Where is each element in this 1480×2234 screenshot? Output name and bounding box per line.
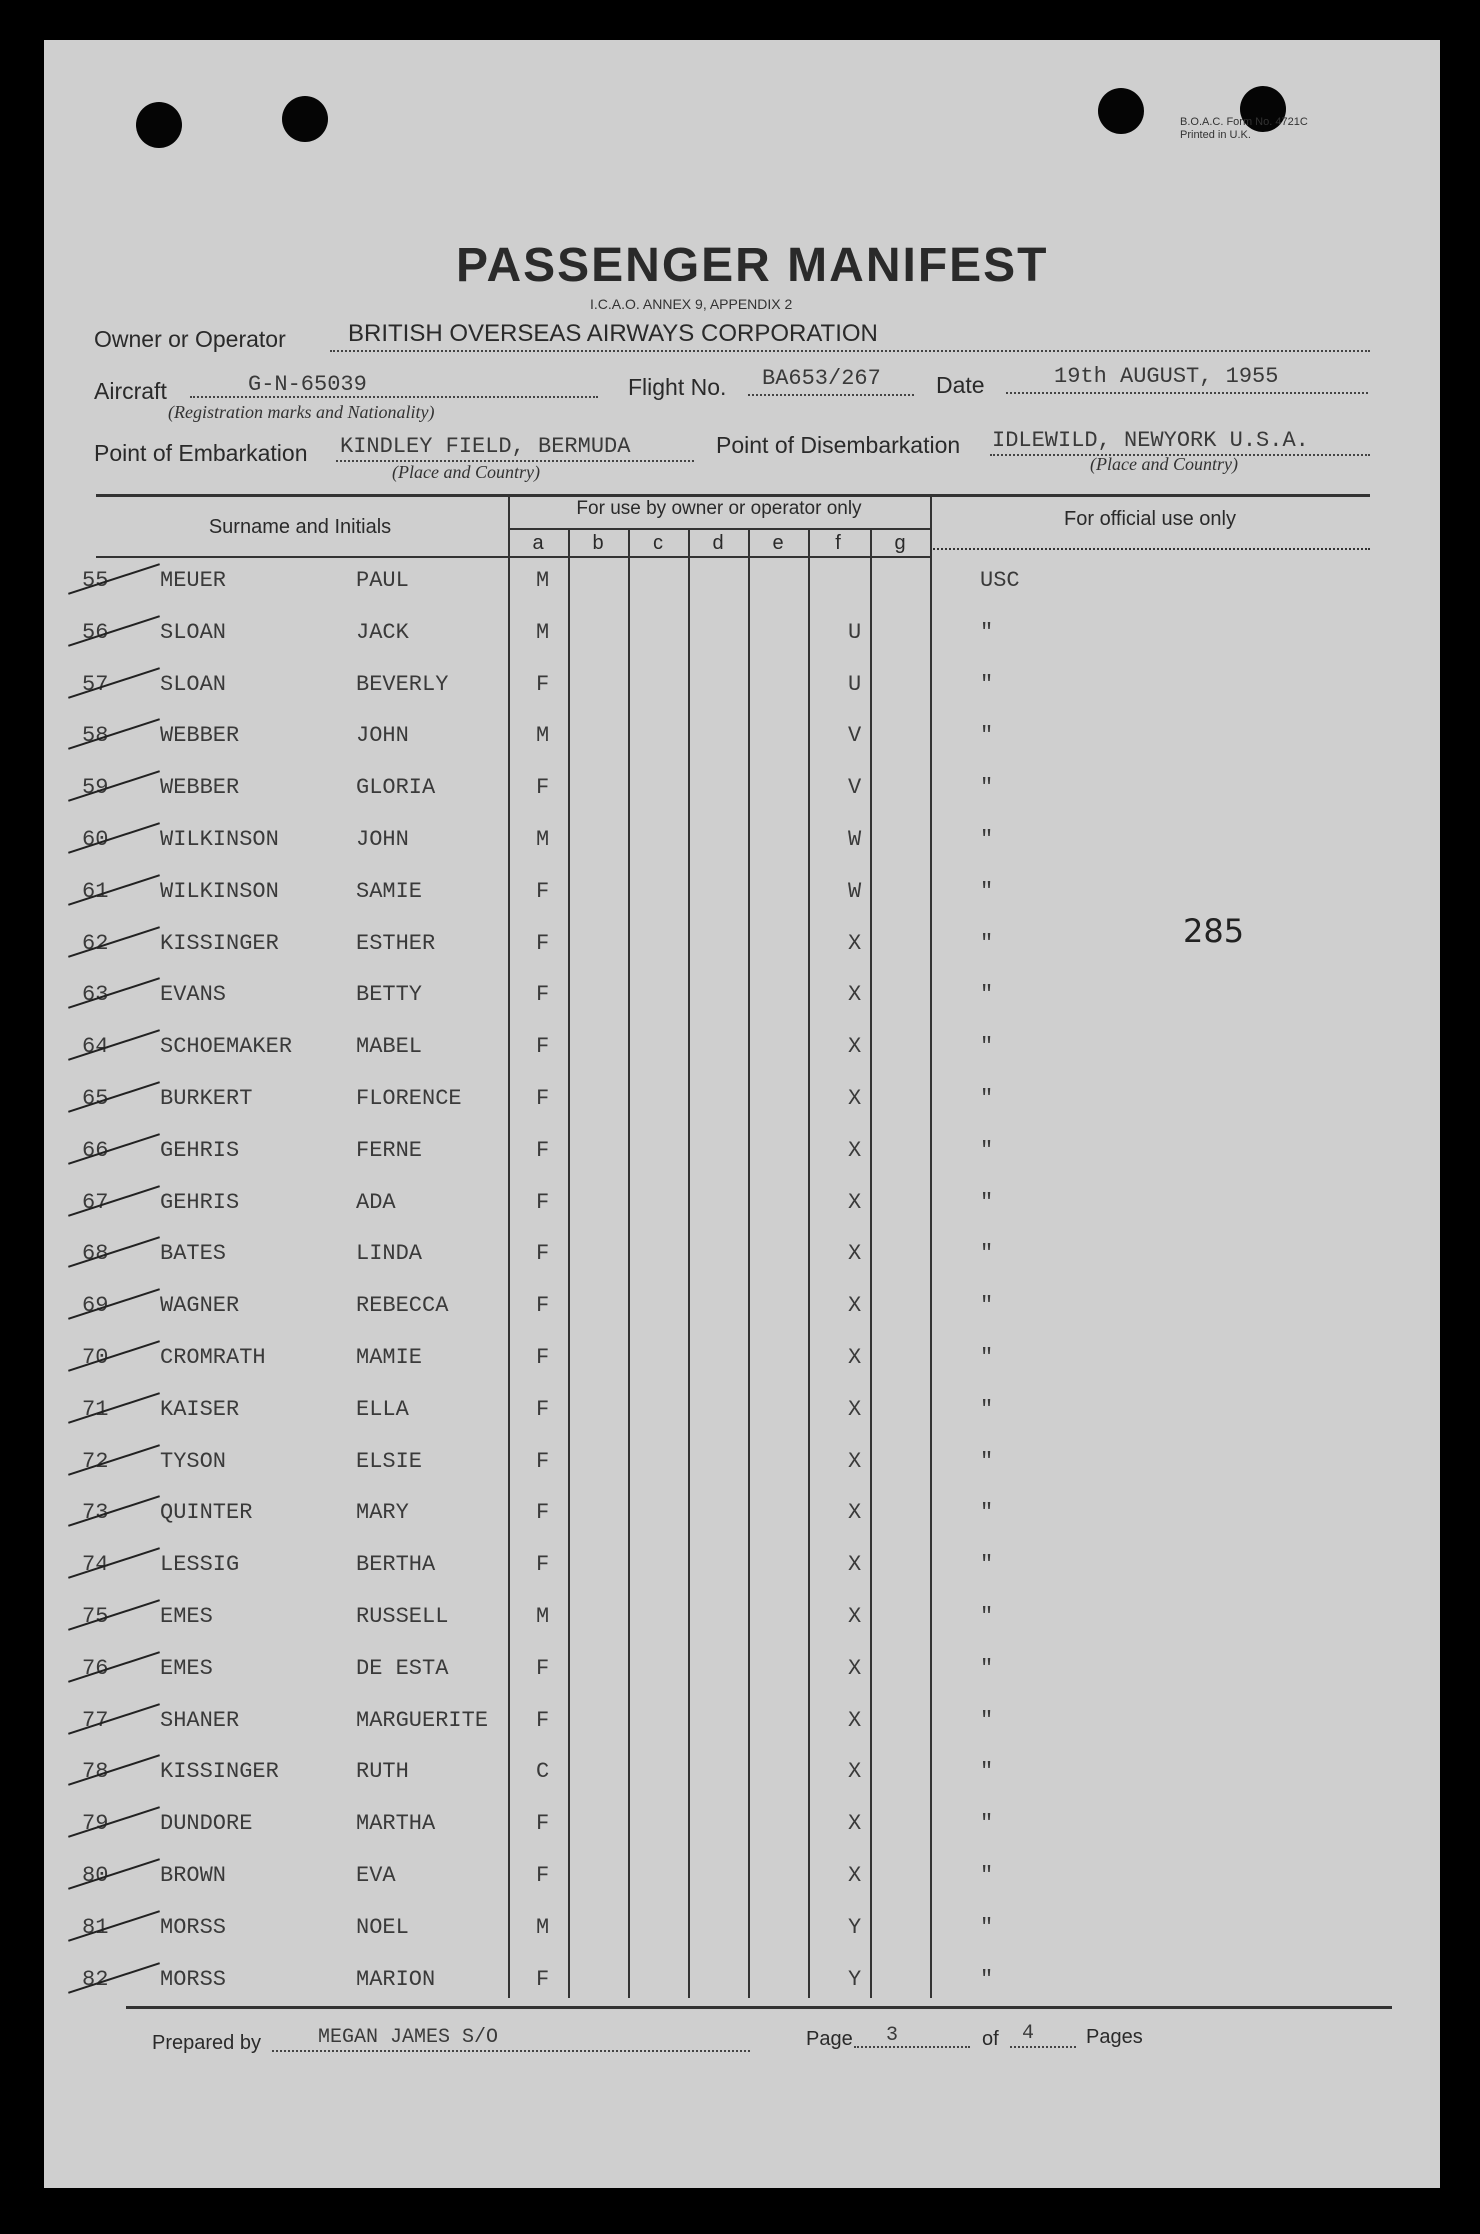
initials-cell: NOEL bbox=[356, 1915, 409, 1940]
surname-cell: MORSS bbox=[160, 1915, 227, 1940]
page-line bbox=[854, 2046, 970, 2048]
row-number: 59 bbox=[82, 775, 109, 800]
row-number: 82 bbox=[82, 1967, 109, 1992]
official-cell: " bbox=[980, 1811, 994, 1836]
row-number: 77 bbox=[82, 1708, 109, 1733]
initials-cell: MARGUERITE bbox=[356, 1708, 489, 1733]
col-a-cell: F bbox=[536, 1500, 550, 1525]
surname-cell: GEHRIS bbox=[160, 1190, 240, 1215]
official-cell: " bbox=[980, 1967, 994, 1992]
date-value: 19th AUGUST, 1955 bbox=[1054, 364, 1279, 389]
surname-cell: KISSINGER bbox=[160, 931, 279, 956]
col-a-cell: F bbox=[536, 1190, 550, 1215]
row-number: 81 bbox=[82, 1915, 109, 1940]
col-f-cell: W bbox=[848, 879, 862, 904]
col-f-cell: X bbox=[848, 1656, 862, 1681]
table-row bbox=[0, 1500, 1480, 1540]
table-row bbox=[0, 1449, 1480, 1489]
name-col-header: Surname and Initials bbox=[208, 516, 392, 538]
col-a-cell: F bbox=[536, 1293, 550, 1318]
table-row bbox=[0, 1811, 1480, 1851]
col-f-cell: X bbox=[848, 1449, 862, 1474]
row-number: 56 bbox=[82, 620, 109, 645]
flight-line bbox=[748, 394, 914, 396]
initials-cell: JOHN bbox=[356, 723, 409, 748]
disembark-value: IDLEWILD, NEWYORK U.S.A. bbox=[992, 428, 1309, 453]
col-a-cell: F bbox=[536, 672, 550, 697]
col-f-cell: U bbox=[848, 672, 862, 697]
col-a-cell: F bbox=[536, 1656, 550, 1681]
official-cell: " bbox=[980, 1241, 994, 1266]
table-row bbox=[0, 568, 1480, 608]
table-row bbox=[0, 1759, 1480, 1799]
surname-cell: SCHOEMAKER bbox=[160, 1034, 293, 1059]
table-header-rule bbox=[96, 556, 930, 558]
initials-cell: FERNE bbox=[356, 1138, 423, 1163]
form-number-text: B.O.A.C. Form No. 4721C bbox=[1180, 116, 1308, 128]
initials-cell: BEVERLY bbox=[356, 672, 449, 697]
prepared-line bbox=[272, 2050, 750, 2052]
surname-cell: WILKINSON bbox=[160, 879, 279, 904]
initials-cell: DE ESTA bbox=[356, 1656, 449, 1681]
prepared-label: Prepared by bbox=[152, 2032, 261, 2054]
col-f-cell: V bbox=[848, 723, 862, 748]
initials-cell: JACK bbox=[356, 620, 409, 645]
official-cell: " bbox=[980, 1604, 994, 1629]
table-row bbox=[0, 1345, 1480, 1385]
table-top-rule bbox=[96, 494, 1370, 497]
table-row bbox=[0, 1138, 1480, 1178]
initials-cell: RUTH bbox=[356, 1759, 409, 1784]
surname-cell: BROWN bbox=[160, 1863, 227, 1888]
official-cell: " bbox=[980, 1345, 994, 1370]
initials-cell: SAMIE bbox=[356, 879, 423, 904]
initials-cell: ESTHER bbox=[356, 931, 436, 956]
official-cell: " bbox=[980, 1449, 994, 1474]
col-a-cell: F bbox=[536, 982, 550, 1007]
surname-cell: DUNDORE bbox=[160, 1811, 253, 1836]
table-row bbox=[0, 775, 1480, 815]
col-f-cell: X bbox=[848, 1138, 862, 1163]
official-cell: " bbox=[980, 1500, 994, 1525]
subcol-header-a: a bbox=[532, 532, 544, 554]
table-row bbox=[0, 672, 1480, 712]
official-cell: " bbox=[980, 1293, 994, 1318]
subcol-header-b: b bbox=[592, 532, 604, 554]
col-a-cell: F bbox=[536, 1345, 550, 1370]
surname-cell: EMES bbox=[160, 1604, 213, 1629]
form-subtitle: I.C.A.O. ANNEX 9, APPENDIX 2 bbox=[590, 296, 793, 312]
initials-cell: ELLA bbox=[356, 1397, 409, 1422]
table-row bbox=[0, 1397, 1480, 1437]
row-number: 58 bbox=[82, 723, 109, 748]
row-number: 71 bbox=[82, 1397, 109, 1422]
col-a-cell: F bbox=[536, 1034, 550, 1059]
official-cell: " bbox=[980, 879, 994, 904]
official-cell: " bbox=[980, 1759, 994, 1784]
table-row bbox=[0, 723, 1480, 763]
initials-cell: MARION bbox=[356, 1967, 436, 1992]
initials-cell: JOHN bbox=[356, 827, 409, 852]
row-number: 70 bbox=[82, 1345, 109, 1370]
col-a-cell: M bbox=[536, 568, 550, 593]
aircraft-note: (Registration marks and Nationality) bbox=[168, 402, 435, 422]
punch-hole bbox=[136, 102, 182, 148]
row-number: 78 bbox=[82, 1759, 109, 1784]
pages-label: Pages bbox=[1086, 2026, 1143, 2048]
row-number: 57 bbox=[82, 672, 109, 697]
page-value: 3 bbox=[886, 2024, 899, 2047]
surname-cell: KAISER bbox=[160, 1397, 240, 1422]
col-a-cell: F bbox=[536, 1811, 550, 1836]
surname-cell: MEUER bbox=[160, 568, 227, 593]
row-number: 63 bbox=[82, 982, 109, 1007]
initials-cell: EVA bbox=[356, 1863, 396, 1888]
col-a-cell: F bbox=[536, 1552, 550, 1577]
official-cell: " bbox=[980, 1656, 994, 1681]
owner-line bbox=[330, 350, 1370, 352]
initials-cell: GLORIA bbox=[356, 775, 436, 800]
col-a-cell: F bbox=[536, 931, 550, 956]
embark-label: Point of Embarkation bbox=[94, 440, 308, 466]
initials-cell: PAUL bbox=[356, 568, 409, 593]
col-f-cell: V bbox=[848, 775, 862, 800]
col-a-cell: F bbox=[536, 879, 550, 904]
col-f-cell: U bbox=[848, 620, 862, 645]
official-cell: " bbox=[980, 1863, 994, 1888]
initials-cell: ADA bbox=[356, 1190, 396, 1215]
col-f-cell: X bbox=[848, 1500, 862, 1525]
aircraft-label: Aircraft bbox=[94, 378, 167, 404]
row-number: 65 bbox=[82, 1086, 109, 1111]
page-label: Page bbox=[806, 2028, 853, 2050]
row-number: 60 bbox=[82, 827, 109, 852]
printed-text: Printed in U.K. bbox=[1180, 129, 1251, 141]
table-row bbox=[0, 1604, 1480, 1644]
col-f-cell: X bbox=[848, 1604, 862, 1629]
embark-value: KINDLEY FIELD, BERMUDA bbox=[340, 434, 631, 459]
col-f-cell: X bbox=[848, 1293, 862, 1318]
official-cell: " bbox=[980, 827, 994, 852]
table-row bbox=[0, 827, 1480, 867]
col-a-cell: M bbox=[536, 620, 550, 645]
official-cell: " bbox=[980, 1397, 994, 1422]
surname-cell: BURKERT bbox=[160, 1086, 253, 1111]
table-row bbox=[0, 620, 1480, 660]
col-a-cell: C bbox=[536, 1759, 550, 1784]
surname-cell: WAGNER bbox=[160, 1293, 240, 1318]
owner-use-header: For use by owner or operator only bbox=[576, 498, 862, 519]
official-cell: " bbox=[980, 982, 994, 1007]
surname-cell: CROMRATH bbox=[160, 1345, 266, 1370]
subcol-header-g: g bbox=[894, 532, 906, 554]
punch-hole bbox=[282, 96, 328, 142]
row-number: 79 bbox=[82, 1811, 109, 1836]
initials-cell: LINDA bbox=[356, 1241, 423, 1266]
punch-hole bbox=[1098, 88, 1144, 134]
flight-value: BA653/267 bbox=[762, 366, 881, 391]
surname-cell: WEBBER bbox=[160, 775, 240, 800]
col-f-cell: X bbox=[848, 1811, 862, 1836]
col-a-cell: M bbox=[536, 1915, 550, 1940]
row-number: 75 bbox=[82, 1604, 109, 1629]
initials-cell: FLORENCE bbox=[356, 1086, 462, 1111]
col-f-cell: X bbox=[848, 1708, 862, 1733]
official-cell: USC bbox=[980, 568, 1020, 593]
official-header-rule bbox=[930, 548, 1370, 550]
col-f-cell: X bbox=[848, 1863, 862, 1888]
surname-cell: SHANER bbox=[160, 1708, 240, 1733]
col-f-cell: X bbox=[848, 1345, 862, 1370]
surname-cell: SLOAN bbox=[160, 672, 227, 697]
table-row bbox=[0, 1086, 1480, 1126]
col-a-cell: M bbox=[536, 827, 550, 852]
embark-note: (Place and Country) bbox=[392, 462, 540, 482]
col-f-cell: X bbox=[848, 1397, 862, 1422]
table-row bbox=[0, 1293, 1480, 1333]
col-a-cell: F bbox=[536, 1241, 550, 1266]
surname-cell: EMES bbox=[160, 1656, 213, 1681]
col-f-cell: X bbox=[848, 1190, 862, 1215]
flight-label: Flight No. bbox=[628, 374, 727, 400]
form-title: PASSENGER MANIFEST bbox=[456, 239, 1049, 292]
col-a-cell: F bbox=[536, 1863, 550, 1888]
disembark-note: (Place and Country) bbox=[1090, 454, 1238, 474]
official-cell: " bbox=[980, 775, 994, 800]
prepared-value: MEGAN JAMES S/O bbox=[318, 2026, 499, 2049]
row-number: 69 bbox=[82, 1293, 109, 1318]
surname-cell: LESSIG bbox=[160, 1552, 240, 1577]
official-cell: " bbox=[980, 1086, 994, 1111]
official-cell: " bbox=[980, 1190, 994, 1215]
col-f-cell: Y bbox=[848, 1967, 862, 1992]
official-cell: " bbox=[980, 931, 994, 956]
of-value: 4 bbox=[1022, 2022, 1035, 2045]
surname-cell: EVANS bbox=[160, 982, 227, 1007]
official-cell: " bbox=[980, 1708, 994, 1733]
initials-cell: BETTY bbox=[356, 982, 423, 1007]
surname-cell: GEHRIS bbox=[160, 1138, 240, 1163]
col-f-cell: W bbox=[848, 827, 862, 852]
table-bottom-rule bbox=[126, 2006, 1392, 2009]
initials-cell: MAMIE bbox=[356, 1345, 423, 1370]
aircraft-value: G-N-65039 bbox=[248, 372, 367, 397]
table-row bbox=[0, 1708, 1480, 1748]
handwritten-annotation: 285 bbox=[1183, 912, 1245, 950]
col-a-cell: F bbox=[536, 1086, 550, 1111]
col-f-cell: X bbox=[848, 1034, 862, 1059]
row-number: 76 bbox=[82, 1656, 109, 1681]
col-a-cell: M bbox=[536, 723, 550, 748]
of-label: of bbox=[982, 2028, 999, 2050]
col-f-cell: X bbox=[848, 1759, 862, 1784]
form-number bbox=[1180, 116, 1308, 142]
row-number: 80 bbox=[82, 1863, 109, 1888]
date-line bbox=[1006, 392, 1368, 394]
initials-cell: ELSIE bbox=[356, 1449, 423, 1474]
table-row bbox=[0, 1552, 1480, 1592]
of-line bbox=[1010, 2046, 1076, 2048]
table-row bbox=[0, 982, 1480, 1022]
table-row bbox=[0, 931, 1480, 971]
row-number: 62 bbox=[82, 931, 109, 956]
official-cell: " bbox=[980, 1138, 994, 1163]
initials-cell: REBECCA bbox=[356, 1293, 449, 1318]
official-cell: " bbox=[980, 1915, 994, 1940]
surname-cell: SLOAN bbox=[160, 620, 227, 645]
table-row bbox=[0, 1967, 1480, 2007]
col-f-cell: X bbox=[848, 982, 862, 1007]
col-f-cell: Y bbox=[848, 1915, 862, 1940]
col-a-cell: F bbox=[536, 1138, 550, 1163]
row-number: 73 bbox=[82, 1500, 109, 1525]
owner-value: BRITISH OVERSEAS AIRWAYS CORPORATION bbox=[348, 320, 878, 347]
col-a-cell: F bbox=[536, 1708, 550, 1733]
col-f-cell: X bbox=[848, 1086, 862, 1111]
col-f-cell: X bbox=[848, 931, 862, 956]
table-row bbox=[0, 1190, 1480, 1230]
row-number: 67 bbox=[82, 1190, 109, 1215]
col-f-cell: X bbox=[848, 1241, 862, 1266]
row-number: 61 bbox=[82, 879, 109, 904]
row-number: 64 bbox=[82, 1034, 109, 1059]
table-row bbox=[0, 1656, 1480, 1696]
col-f-cell: X bbox=[848, 1552, 862, 1577]
disembark-label: Point of Disembarkation bbox=[716, 432, 961, 458]
col-a-cell: F bbox=[536, 1449, 550, 1474]
table-row bbox=[0, 879, 1480, 919]
table-row bbox=[0, 1863, 1480, 1903]
row-number: 55 bbox=[82, 568, 109, 593]
initials-cell: RUSSELL bbox=[356, 1604, 449, 1629]
col-a-cell: F bbox=[536, 775, 550, 800]
subcol-header-c: c bbox=[653, 532, 663, 554]
surname-cell: WILKINSON bbox=[160, 827, 279, 852]
official-use-header: For official use only bbox=[1064, 508, 1236, 530]
official-cell: " bbox=[980, 672, 994, 697]
initials-cell: MARTHA bbox=[356, 1811, 436, 1836]
surname-cell: TYSON bbox=[160, 1449, 227, 1474]
surname-cell: KISSINGER bbox=[160, 1759, 279, 1784]
official-cell: " bbox=[980, 1552, 994, 1577]
row-number: 66 bbox=[82, 1138, 109, 1163]
col-a-cell: F bbox=[536, 1397, 550, 1422]
surname-cell: QUINTER bbox=[160, 1500, 253, 1525]
subcol-rule bbox=[508, 528, 930, 530]
date-label: Date bbox=[936, 372, 985, 398]
subcol-header-d: d bbox=[712, 532, 724, 554]
surname-cell: MORSS bbox=[160, 1967, 227, 1992]
aircraft-line bbox=[190, 396, 598, 398]
subcol-header-f: f bbox=[835, 532, 841, 554]
owner-label: Owner or Operator bbox=[94, 326, 286, 352]
surname-cell: BATES bbox=[160, 1241, 227, 1266]
initials-cell: BERTHA bbox=[356, 1552, 436, 1577]
row-number: 74 bbox=[82, 1552, 109, 1577]
table-row bbox=[0, 1241, 1480, 1281]
row-number: 72 bbox=[82, 1449, 109, 1474]
table-row bbox=[0, 1915, 1480, 1955]
official-cell: " bbox=[980, 1034, 994, 1059]
initials-cell: MABEL bbox=[356, 1034, 423, 1059]
official-cell: " bbox=[980, 620, 994, 645]
table-row bbox=[0, 1034, 1480, 1074]
col-a-cell: F bbox=[536, 1967, 550, 1992]
official-cell: " bbox=[980, 723, 994, 748]
row-number: 68 bbox=[82, 1241, 109, 1266]
surname-cell: WEBBER bbox=[160, 723, 240, 748]
col-a-cell: M bbox=[536, 1604, 550, 1629]
initials-cell: MARY bbox=[356, 1500, 409, 1525]
subcol-header-e: e bbox=[772, 532, 784, 554]
